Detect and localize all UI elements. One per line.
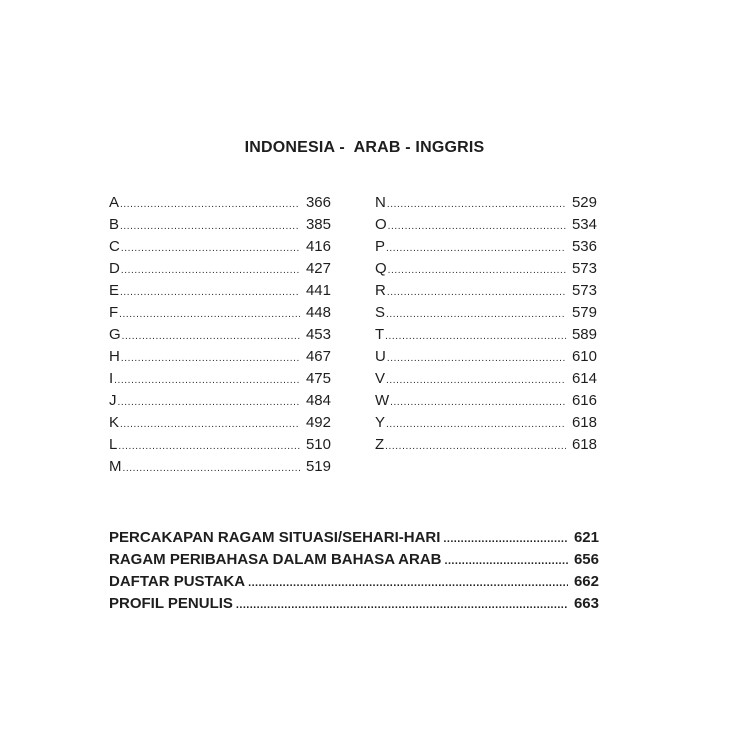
dot-leader — [121, 260, 300, 282]
dot-leader — [248, 572, 568, 594]
dot-leader — [386, 414, 566, 436]
page-number: 475 — [305, 370, 331, 387]
index-letter: T — [375, 326, 385, 343]
index-letter: V — [375, 370, 386, 387]
index-letter: W — [375, 392, 390, 409]
dot-leader — [445, 550, 568, 572]
dot-leader — [387, 348, 566, 370]
index-letter: E — [109, 282, 120, 299]
index-entry-p — [375, 236, 597, 258]
dot-leader — [119, 304, 300, 326]
page-number: 453 — [305, 326, 331, 343]
index-letter: J — [109, 392, 117, 409]
index-entry-r — [375, 280, 597, 302]
dot-leader — [236, 594, 568, 616]
index-entry-d — [109, 258, 331, 280]
section-page-number: 663 — [573, 595, 599, 612]
section-entry — [109, 571, 599, 593]
page-number: 448 — [305, 304, 331, 321]
page-number: 510 — [305, 436, 331, 453]
section-title: PROFIL PENULIS — [109, 595, 233, 612]
section-title: RAGAM PERIBAHASA DALAM BAHASA ARAB — [109, 551, 442, 568]
page-number: 441 — [305, 282, 331, 299]
index-letter: Z — [375, 436, 385, 453]
index-letter: S — [375, 304, 386, 321]
index-entry-j — [109, 390, 331, 412]
index-letter: F — [109, 304, 119, 321]
index-entry-g — [109, 324, 331, 346]
index-entry-s — [375, 302, 597, 324]
section-page-number: 621 — [573, 529, 599, 546]
index-letter: N — [375, 194, 386, 211]
dot-leader — [390, 392, 566, 414]
page-number: 467 — [305, 348, 331, 365]
dot-leader — [388, 216, 566, 238]
page-number: 579 — [571, 304, 597, 321]
dot-leader — [122, 326, 300, 348]
index-entry-b — [109, 214, 331, 236]
section-entry — [109, 549, 599, 571]
page-number: 618 — [571, 436, 597, 453]
dot-leader — [388, 260, 566, 282]
index-entry-h — [109, 346, 331, 368]
page-number: 416 — [305, 238, 331, 255]
dot-leader — [120, 414, 300, 436]
dot-leader — [120, 216, 300, 238]
index-letter: P — [375, 238, 386, 255]
index-letter: C — [109, 238, 120, 255]
page-number: 427 — [305, 260, 331, 277]
section-title: DAFTAR PUSTAKA — [109, 573, 246, 590]
page-number: 484 — [305, 392, 331, 409]
index-entry-w — [375, 390, 597, 412]
index-letter: I — [109, 370, 114, 387]
index-letter: A — [109, 194, 120, 211]
index-entry-k — [109, 412, 331, 434]
index-letter: H — [109, 348, 120, 365]
index-entry-f — [109, 302, 331, 324]
dot-leader — [385, 436, 566, 458]
index-letter: K — [109, 414, 120, 431]
index-entry-v — [375, 368, 597, 390]
index-letter: Y — [375, 414, 386, 431]
index-entry-n — [375, 192, 597, 214]
page-number: 573 — [571, 260, 597, 277]
index-letter: D — [109, 260, 120, 277]
dot-leader — [443, 528, 568, 550]
dot-leader — [118, 392, 300, 414]
section-list — [109, 527, 599, 615]
page-number: 492 — [305, 414, 331, 431]
page-title: INDONESIA - ARAB - INGGRIS — [244, 139, 485, 156]
index-letter: R — [375, 282, 386, 299]
page-number: 610 — [571, 348, 597, 365]
dot-leader — [386, 238, 566, 260]
dot-leader — [386, 370, 566, 392]
index-entry-m — [109, 456, 331, 478]
index-column-right — [375, 192, 597, 456]
index-entry-a — [109, 192, 331, 214]
index-column-left — [109, 192, 331, 478]
dot-leader — [387, 282, 566, 304]
index-letter: O — [375, 216, 387, 233]
section-title: PERCAKAPAN RAGAM SITUASI/SEHARI-HARI — [109, 529, 441, 546]
section-page-number: 662 — [573, 573, 599, 590]
index-entry-c — [109, 236, 331, 258]
page-number: 529 — [571, 194, 597, 211]
page-number: 573 — [571, 282, 597, 299]
index-entry-q — [375, 258, 597, 280]
page-number: 534 — [571, 216, 597, 233]
dot-leader — [385, 326, 566, 348]
index-entry-u — [375, 346, 597, 368]
index-entry-y — [375, 412, 597, 434]
index-letter: L — [109, 436, 118, 453]
dot-leader — [121, 238, 300, 260]
page-number: 366 — [305, 194, 331, 211]
section-entry — [109, 527, 599, 549]
dot-leader — [387, 194, 566, 216]
index-letter: G — [109, 326, 121, 343]
dot-leader — [120, 194, 300, 216]
section-page-number: 656 — [573, 551, 599, 568]
index-entry-l — [109, 434, 331, 456]
page-number: 614 — [571, 370, 597, 387]
section-entry — [109, 593, 599, 615]
dot-leader — [114, 370, 300, 392]
dot-leader — [120, 282, 300, 304]
index-entry-i — [109, 368, 331, 390]
page-number: 618 — [571, 414, 597, 431]
dot-leader — [118, 436, 300, 458]
index-entry-e — [109, 280, 331, 302]
page-number: 536 — [571, 238, 597, 255]
index-letter: M — [109, 458, 122, 475]
dot-leader — [121, 348, 300, 370]
page-number: 385 — [305, 216, 331, 233]
dot-leader — [386, 304, 566, 326]
dot-leader — [123, 458, 300, 480]
page-number: 519 — [305, 458, 331, 475]
page-number: 589 — [571, 326, 597, 343]
index-letter: U — [375, 348, 386, 365]
index-letter: B — [109, 216, 120, 233]
index-entry-z — [375, 434, 597, 456]
index-entry-t — [375, 324, 597, 346]
page-number: 616 — [571, 392, 597, 409]
index-entry-o — [375, 214, 597, 236]
index-letter: Q — [375, 260, 387, 277]
